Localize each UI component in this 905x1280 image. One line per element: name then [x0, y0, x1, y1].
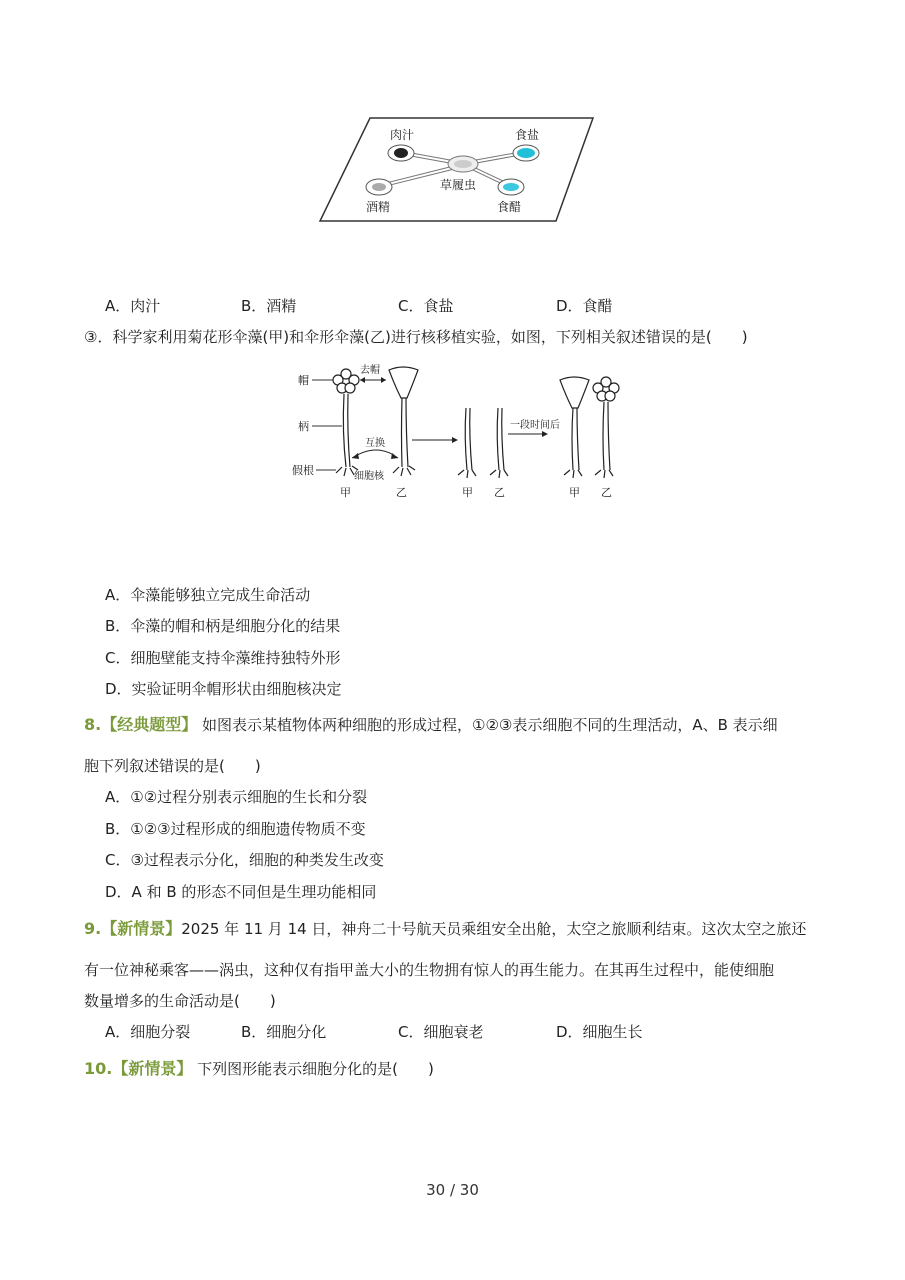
q9-stem-1: 2025 年 11 月 14 日，神舟二十号航天员乘组安全出舱，太空之旅顺利结束。这次太空之旅还 [181, 920, 807, 938]
jia-final [560, 377, 589, 478]
q8-number: 8. [84, 715, 102, 734]
q8-tag: 【经典题型】 [101, 715, 198, 734]
prev-option-a[interactable]: A．肉汁 [105, 297, 161, 315]
label-yi-3: 乙 [601, 486, 612, 499]
q9-stem-2: 有一位神秘乘客——涡虫，这种仅有指甲盖大小的生物拥有惊人的再生能力。在其再生过程中，能使细胞 [84, 961, 775, 979]
label-cap: 帽 [298, 374, 309, 387]
label-remove-cap: 去帽 [360, 365, 380, 376]
q10-stem: 下列图形能表示细胞分化的是( ) [197, 1060, 434, 1078]
q8-option-b[interactable]: B．①②③过程形成的细胞遗传物质不变 [105, 820, 366, 838]
q9-option-c[interactable]: C．细胞衰老 [398, 1023, 484, 1041]
prev-option-b[interactable]: B．酒精 [241, 297, 297, 315]
label-stalk: 柄 [298, 420, 309, 433]
page-number: 30 / 30 [426, 1181, 479, 1199]
label-rhizoid: 假根 [292, 464, 314, 477]
paramecium-experiment-figure [318, 113, 598, 225]
label-salt: 食盐 [515, 128, 540, 142]
q9-number: 9. [84, 919, 102, 938]
q3-option-a[interactable]: A．伞藻能够独立完成生命活动 [105, 586, 311, 604]
q10-tag: 【新情景】 [112, 1059, 193, 1078]
q8-option-c[interactable]: C．③过程表示分化，细胞的种类发生改变 [105, 851, 384, 869]
label-jia-1: 甲 [340, 486, 351, 499]
label-yi-2: 乙 [494, 486, 505, 499]
q9-option-d[interactable]: D．细胞生长 [556, 1023, 643, 1041]
q9-line1 [84, 916, 806, 939]
acetabularia-figure [292, 362, 632, 502]
q8-option-a[interactable]: A．①②过程分别表示细胞的生长和分裂 [105, 788, 368, 806]
jia-original [333, 369, 359, 476]
q3-option-d[interactable]: D．实验证明伞帽形状由细胞核决定 [105, 680, 342, 698]
label-paramecium: 草履虫 [440, 178, 477, 192]
q8-option-d[interactable]: D．A 和 B 的形态不同但是生理功能相同 [105, 883, 377, 901]
q9-option-b[interactable]: B．细胞分化 [241, 1023, 327, 1041]
q8-stem-2: 胞下列叙述错误的是( ) [84, 757, 261, 775]
q9-tag: 【新情景】 [101, 919, 182, 938]
label-yi-1: 乙 [396, 486, 407, 499]
label-vinegar: 食醋 [497, 200, 522, 214]
label-jia-3: 甲 [569, 486, 580, 499]
q9-option-a[interactable]: A．细胞分裂 [105, 1023, 191, 1041]
stalks-after-swap [458, 408, 508, 478]
q9-stem-3: 数量增多的生命活动是( ) [84, 992, 276, 1010]
label-after-time: 一段时间后 [510, 420, 560, 431]
q3-option-c[interactable]: C．细胞壁能支持伞藻维持独特外形 [105, 649, 341, 667]
q3-option-b[interactable]: B．伞藻的帽和柄是细胞分化的结果 [105, 617, 341, 635]
yi-final [593, 377, 619, 478]
prev-option-c[interactable]: C．食盐 [398, 297, 454, 315]
q10-line [84, 1056, 434, 1079]
q10-number: 10. [84, 1059, 113, 1078]
label-meat: 肉汁 [390, 128, 415, 142]
yi-original [389, 367, 418, 476]
label-alcohol: 酒精 [366, 200, 391, 214]
q3-stem: ③．科学家利用菊花形伞藻(甲)和伞形伞藻(乙)进行核移植实验，如图，下列相关叙述错误的是( ) [84, 328, 748, 346]
label-jia-2: 甲 [462, 486, 473, 499]
q8-stem-1: 如图表示某植物体两种细胞的形成过程，①②③表示细胞不同的生理活动，A、B 表示细 [202, 716, 778, 734]
q8-line1 [84, 712, 778, 735]
prev-option-d[interactable]: D．食醋 [556, 297, 613, 315]
label-swap: 互换 [365, 438, 385, 449]
label-nucleus: 细胞核 [354, 471, 384, 482]
